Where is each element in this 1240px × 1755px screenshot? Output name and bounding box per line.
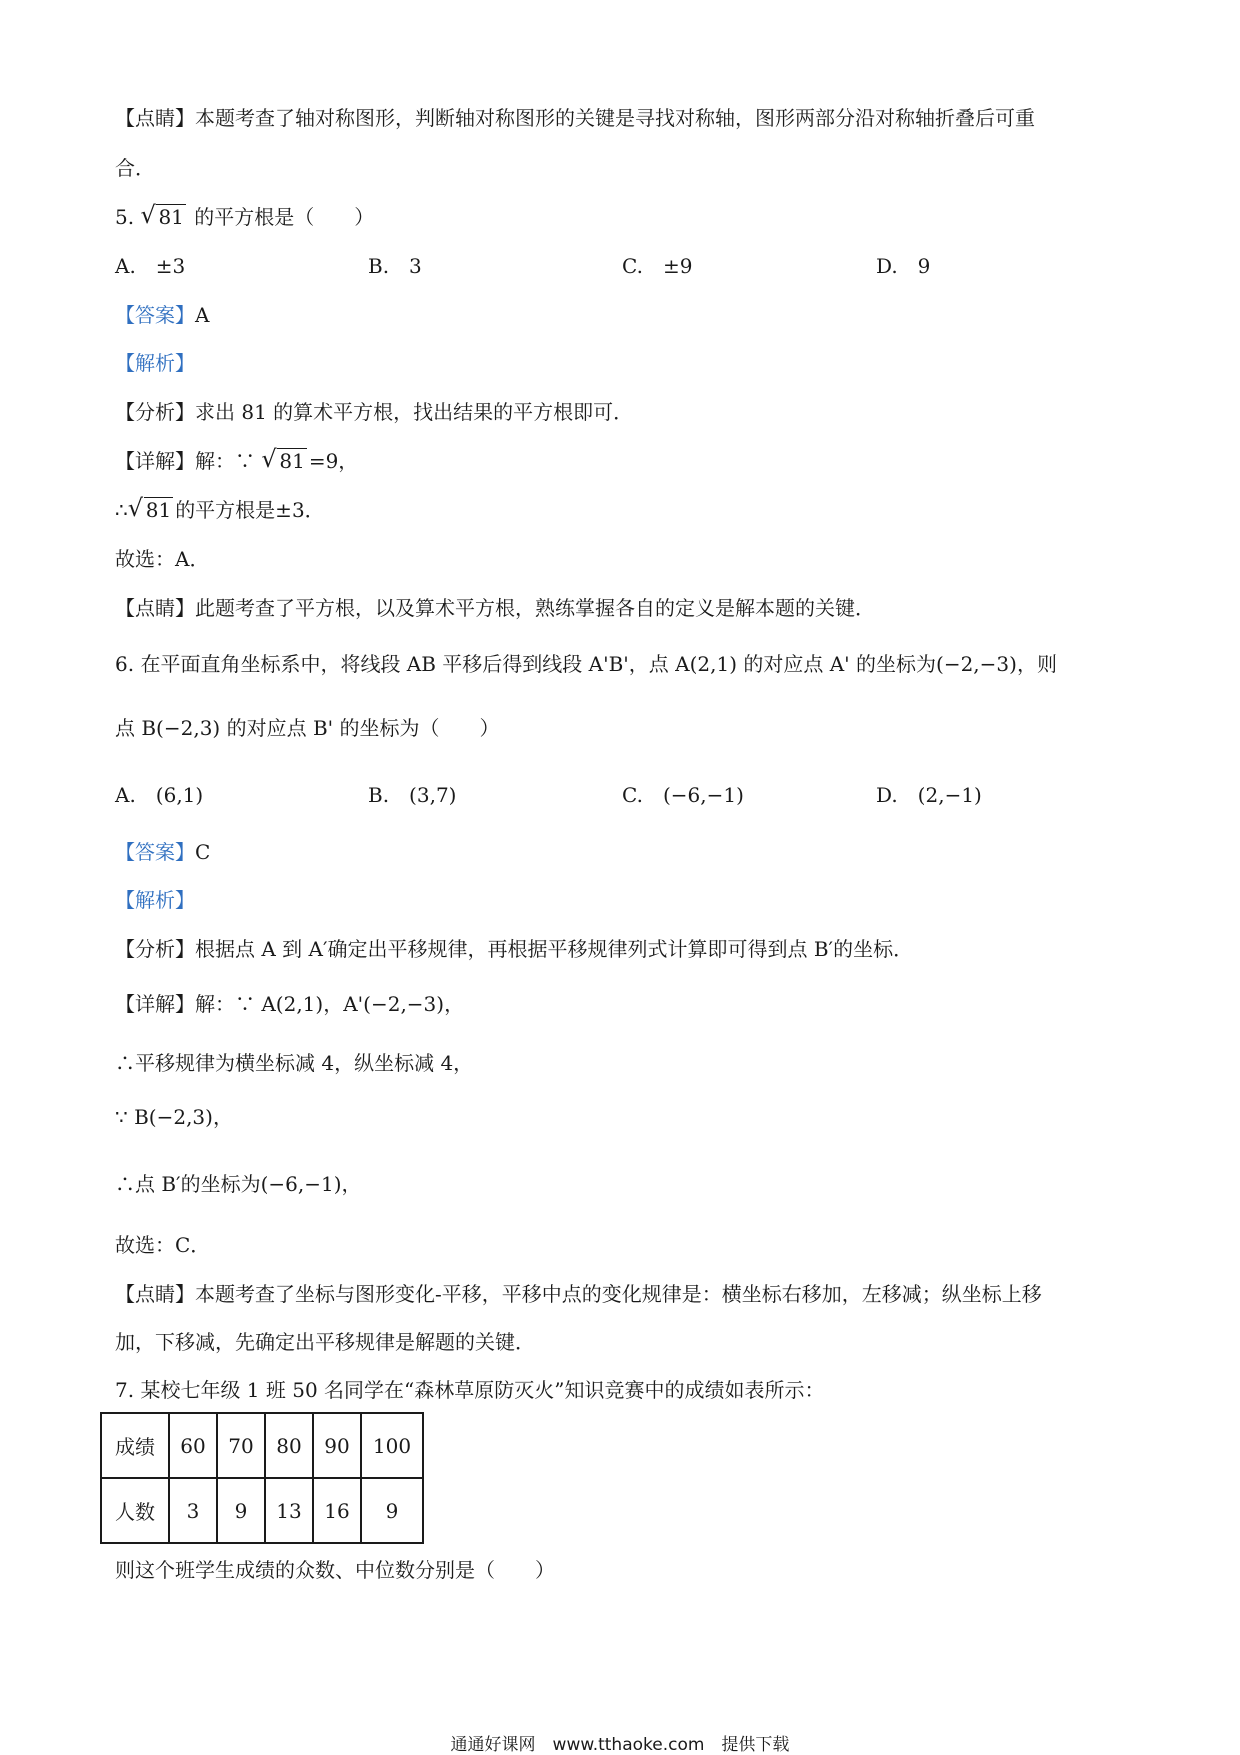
table-cell: 9: [217, 1478, 265, 1543]
question-7-after-table: 则这个班学生成绩的众数、中位数分别是（ ）: [115, 1558, 555, 1582]
q5-therefore-text: 的平方根是±3．: [175, 498, 325, 522]
q5-answer: [115, 301, 209, 329]
q6-choose: 故选：C．: [115, 1233, 211, 1257]
q6-therefore: ∴点 B′的坐标为(−6,−1)，: [115, 1172, 362, 1196]
q6-option-c: C. (−6,−1): [622, 783, 744, 807]
q5-option-b: B. 3: [368, 254, 422, 278]
table-cell: 13: [265, 1478, 313, 1543]
q6-jiexi: 【解析】: [115, 888, 195, 912]
q5-dianjing: 【点睛】此题考查了平方根，以及算术平方根，熟练掌握各自的定义是解本题的关键．: [115, 596, 875, 620]
q5-detail-suffix: =9，: [308, 449, 359, 473]
q5-analysis: 【分析】求出 81 的算术平方根，找出结果的平方根即可．: [115, 400, 634, 424]
table-cell: 成绩: [101, 1413, 169, 1478]
table-cell: 16: [313, 1478, 361, 1543]
q6-option-a: A. (6,1): [115, 783, 204, 807]
q6-answer-value: C: [195, 840, 211, 864]
sqrt-symbol: [140, 203, 185, 231]
question-5-number: 5.: [115, 205, 135, 229]
q6-option-d: D. (2,−1): [876, 783, 982, 807]
sqrt-radicand: 81: [145, 498, 172, 522]
q6-rule: ∴平移规律为横坐标减 4，纵坐标减 4，: [115, 1051, 474, 1075]
q6-detail: 【详解】解：∵ A(2,1)，A'(−2,−3)，: [115, 992, 465, 1016]
dianjing-q4-line2: 合．: [115, 156, 155, 180]
sqrt-symbol: [128, 496, 173, 524]
q5-jiexi: 【解析】: [115, 351, 195, 375]
sqrt-symbol: [261, 447, 306, 475]
footer-watermark: 通通好课网 www.tthaoke.com 提供下载: [450, 1735, 790, 1755]
question-6-line2: 点 B(−2,3) 的对应点 B' 的坐标为（ ）: [115, 716, 500, 740]
table-cell: 60: [169, 1413, 217, 1478]
q5-answer-tag: 【答案】: [115, 303, 195, 327]
table-cell: 80: [265, 1413, 313, 1478]
table-row: [101, 1413, 423, 1478]
q5-therefore: [115, 496, 325, 524]
q6-option-b: B. (3,7): [368, 783, 457, 807]
sqrt-radicand: 81: [279, 449, 305, 473]
q5-answer-value: A: [195, 303, 210, 327]
q6-answer: [115, 838, 210, 866]
table-cell: 人数: [101, 1478, 169, 1543]
question-5-text: 的平方根是（ ）: [194, 205, 375, 229]
table-cell: 90: [313, 1413, 361, 1478]
q5-option-a: A. ±3: [115, 254, 186, 278]
sqrt-radicand: 81: [158, 205, 184, 229]
q5-option-d: D. 9: [876, 254, 931, 278]
q6-because: ∵ B(−2,3)，: [115, 1105, 233, 1129]
q6-analysis: 【分析】根据点 A 到 A′确定出平移规律，再根据平移规律列式计算即可得到点 B′的坐标．: [115, 937, 914, 961]
q5-choose: 故选：A．: [115, 547, 210, 571]
table-cell: 100: [361, 1413, 423, 1478]
therefore-symbol: ∴: [115, 498, 128, 522]
question-7-line1: 7. 某校七年级 1 班 50 名同学在“森林草原防灭火”知识竞赛中的成绩如表所示：: [115, 1378, 825, 1402]
score-table: [100, 1412, 424, 1544]
q6-answer-tag: 【答案】: [115, 840, 195, 864]
table-row: [101, 1478, 423, 1543]
dianjing-q4-line1: 【点睛】本题考查了轴对称图形，判断轴对称图形的关键是寻找对称轴，图形两部分沿对称轴折叠后可重: [115, 106, 1035, 130]
q5-detail-prefix: 【详解】解：∵: [115, 449, 255, 473]
q5-option-c: C. ±9: [622, 254, 693, 278]
table-cell: 70: [217, 1413, 265, 1478]
table-cell: 9: [361, 1478, 423, 1543]
q6-dianjing-line2: 加，下移减，先确定出平移规律是解题的关键．: [115, 1330, 535, 1354]
q5-detail: [115, 447, 358, 475]
question-6-line1: 6. 在平面直角坐标系中，将线段 AB 平移后得到线段 A'B'，点 A(2,1) 的对应点 A' 的坐标为(−2,−3)，则: [115, 652, 1057, 676]
q6-dianjing-line1: 【点睛】本题考查了坐标与图形变化-平移，平移中点的变化规律是：横坐标右移加，左移减；纵坐标上移: [115, 1282, 1042, 1306]
table-cell: 3: [169, 1478, 217, 1543]
question-5: [115, 203, 374, 231]
